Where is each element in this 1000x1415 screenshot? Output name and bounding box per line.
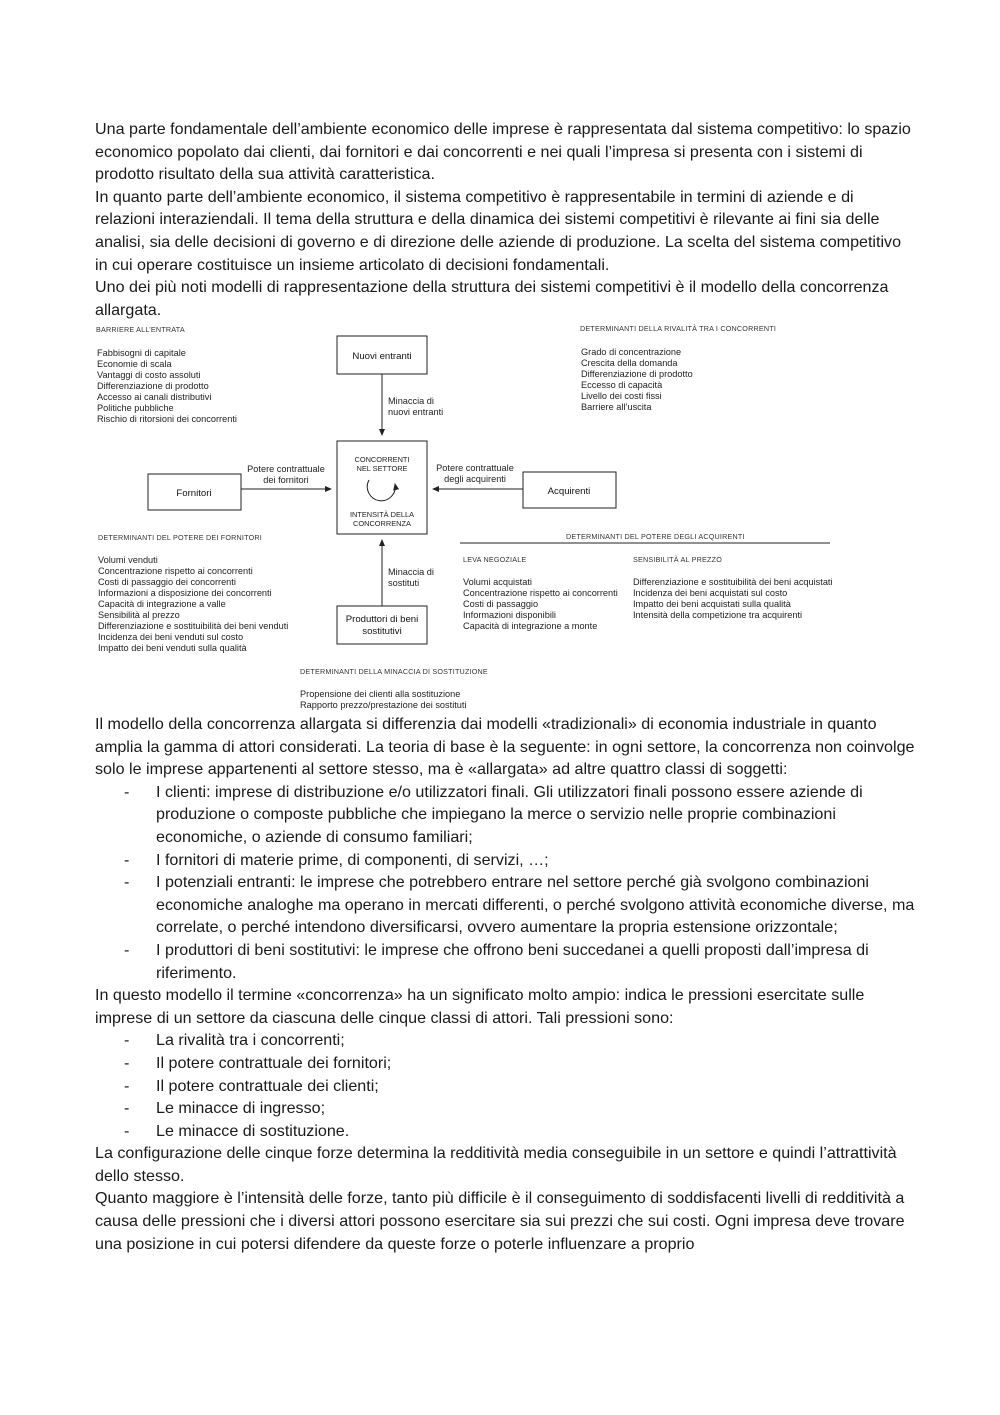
substitutes-box	[337, 606, 427, 644]
list-item	[95, 849, 915, 872]
rivalry-item: Barriere all’uscita	[581, 402, 652, 412]
barriers-item: Rischio di ritorsioni dei concorrenti	[97, 414, 237, 424]
list-dash: -	[124, 1121, 130, 1140]
paragraph: In questo modello il termine «concorrenza» ha un significato molto ampio: indica le pressioni esercitate sulle imprese di un settore da ciascuna delle cinque classi di attori. Tali pressioni sono:	[95, 986, 865, 1027]
rivalry-item: Crescita della domanda	[581, 358, 678, 368]
list-dash: -	[124, 940, 130, 959]
list-item-text: La rivalità tra i concorrenti;	[156, 1031, 345, 1050]
paragraph: Una parte fondamentale dell’ambiente economico delle imprese è rappresentata dal sistema competitivo: lo spazio economico popolato dai clienti, dai fornitori e dai concorrenti e nei quali l’impresa si presenta con i sistemi di prodotto risultato della sua attività caratteristica.	[95, 120, 911, 184]
paragraph: La configurazione delle cinque forze determina la redditività media conseguibile in un settore e quindi l’attrattività dello stesso.	[95, 1144, 897, 1185]
list-item	[95, 871, 915, 939]
rivalry-item: Eccesso di capacità	[581, 380, 663, 390]
leverage-item: Capacità di integrazione a monte	[463, 621, 598, 631]
intensity-label: INTENSITÀ DELLA	[349, 510, 415, 519]
barriers-heading: BARRIERE ALL’ENTRATA	[96, 325, 185, 334]
actor-classes-list	[95, 781, 915, 984]
substitutes-label: sostitutivi	[362, 626, 402, 637]
list-item-text: I produttori di beni sostitutivi: le imprese che offrono beni succedanei a quelli proposti dall’impresa di riferimento.	[156, 940, 869, 982]
list-item	[95, 1075, 915, 1098]
list-dash: -	[124, 873, 130, 892]
supplier-power-item: Differenziazione e sostituibilità dei beni venduti	[98, 621, 289, 631]
leverage-item: Concentrazione rispetto ai concorrenti	[463, 588, 618, 598]
list-item-text: I potenziali entranti: le imprese che potrebbero entrare nel settore perché già svolgono combinazioni economiche analoghe ma operano in mercati differenti, o perché svolgono attività economiche diverse, ma correlate, o perché intendono diversificarsi, ovvero aumentare la propria estensione orizzontale;	[156, 873, 915, 937]
supplier-power-item: Capacità di integrazione a valle	[98, 599, 226, 609]
list-item-text: I fornitori di materie prime, di componenti, di servizi, …;	[156, 850, 549, 869]
new-entrants-label: Nuovi entranti	[352, 351, 412, 362]
buyer-power-label: Potere contrattuale	[436, 463, 514, 473]
list-item	[95, 939, 915, 984]
competitors-label: CONCORRENTI	[354, 455, 410, 464]
list-item-text: Le minacce di sostituzione.	[156, 1121, 350, 1140]
list-item-text: Il potere contrattuale dei fornitori;	[156, 1053, 392, 1072]
list-item	[95, 781, 915, 849]
paragraph: Uno dei più noti modelli di rappresentazione della struttura dei sistemi competitivi è il modello della concorrenza allargata.	[95, 278, 889, 319]
list-item	[95, 1120, 915, 1143]
supplier-power-heading: DETERMINANTI DEL POTERE DEI FORNITORI	[98, 533, 262, 542]
list-dash: -	[124, 1053, 130, 1072]
barriers-item: Fabbisogni di capitale	[97, 348, 186, 358]
substitution-heading: DETERMINANTI DELLA MINACCIA DI SOSTITUZIONE	[300, 667, 488, 676]
substitution-item: Propensione dei clienti alla sostituzione	[300, 689, 461, 699]
supplier-power-item: Sensibilità al prezzo	[98, 610, 180, 620]
list-item	[95, 1029, 915, 1052]
list-dash: -	[124, 1031, 130, 1050]
list-item-text: I clienti: imprese di distribuzione e/o utilizzatori finali. Gli utilizzatori finali possono essere aziende di produzione o composte pubbliche che impiegano la merce o servizio nelle proprie combinazioni economiche, o aziende di consumo familiari;	[156, 782, 863, 846]
leverage-item: Costi di passaggio	[463, 599, 539, 609]
supplier-power-label: Potere contrattuale	[247, 464, 325, 474]
paragraph: Il modello della concorrenza allargata si differenzia dai modelli «tradizionali» di economia industriale in quanto amplia la gamma di attori considerati. La teoria di base è la seguente: in ogni settore, la concorrenza non coinvolge solo le imprese appartenenti al settore stesso, ma è «allargata» ad altre quattro classi di soggetti:	[95, 715, 915, 779]
body-section	[95, 713, 915, 1255]
diagram-canvas	[90, 322, 840, 712]
leverage-heading: LEVA NEGOZIALE	[463, 555, 527, 564]
substitution-threat-label: sostituti	[388, 578, 420, 588]
supplier-power-item: Volumi venduti	[98, 555, 158, 565]
barriers-item: Differenziazione di prodotto	[97, 381, 209, 391]
substitution-threat-label: Minaccia di	[388, 567, 434, 577]
list-item	[95, 1052, 915, 1075]
list-dash: -	[124, 782, 130, 801]
barriers-item: Vantaggi di costo assoluti	[97, 370, 201, 380]
suppliers-label: Fornitori	[176, 488, 212, 499]
supplier-power-item: Impatto dei beni venduti sulla qualità	[98, 643, 247, 653]
intensity-label: CONCORRENZA	[353, 519, 411, 528]
supplier-power-item: Informazioni a disposizione dei concorrenti	[98, 588, 272, 598]
rivalry-heading: DETERMINANTI DELLA RIVALITÀ TRA I CONCORRENTI	[580, 324, 777, 333]
list-dash: -	[124, 1076, 130, 1095]
list-dash: -	[124, 850, 130, 869]
paragraph: Quanto maggiore è l’intensità delle forze, tanto più difficile è il conseguimento di soddisfacenti livelli di redditività a causa delle pressioni che i diversi attori possono esercitare sia sui prezzi che sui costi. Ogni impresa deve trovare una posizione in cui potersi difendere da queste forze o poterle influenzare a proprio	[95, 1189, 905, 1253]
rivalry-item: Livello dei costi fissi	[581, 391, 662, 401]
five-forces-diagram	[90, 322, 840, 712]
entry-threat-label: nuovi entranti	[388, 407, 444, 417]
price-sensitivity-item: Intensità della competizione tra acquirenti	[633, 610, 803, 620]
rivalry-item: Differenziazione di prodotto	[581, 369, 693, 379]
barriers-item: Politiche pubbliche	[97, 403, 174, 413]
competitors-label: NEL SETTORE	[356, 464, 408, 473]
leverage-item: Volumi acquistati	[463, 577, 532, 587]
supplier-power-item: Concentrazione rispetto ai concorrenti	[98, 566, 253, 576]
buyer-power-label: degli acquirenti	[444, 474, 506, 484]
substitution-item: Rapporto prezzo/prestazione dei sostituti	[300, 700, 467, 710]
price-sensitivity-heading: SENSIBILITÀ AL PREZZO	[633, 555, 723, 564]
entry-threat-label: Minaccia di	[388, 396, 434, 406]
list-item	[95, 1097, 915, 1120]
buyers-label: Acquirenti	[547, 486, 591, 497]
barriers-item: Accesso ai canali distributivi	[97, 392, 212, 402]
price-sensitivity-item: Differenziazione e sostituibilità dei beni acquistati	[633, 577, 833, 587]
list-item-text: Le minacce di ingresso;	[156, 1099, 326, 1118]
intro-section	[95, 118, 915, 321]
rivalry-item: Grado di concentrazione	[581, 347, 682, 357]
paragraph: In quanto parte dell’ambiente economico, il sistema competitivo è rappresentabile in termini di aziende e di relazioni interaziendali. Il tema della struttura e della dinamica dei sistemi competitivi è rilevante ai fini sia delle analisi, sia delle decisioni di governo e di direzione delle aziende di produzione. La scelta del sistema competitivo in cui operare costituisce un insieme articolato di decisioni fondamentali.	[95, 187, 902, 274]
supplier-power-label: dei fornitori	[263, 475, 309, 485]
leverage-item: Informazioni disponibili	[463, 610, 556, 620]
substitutes-label: Produttori di beni	[345, 614, 419, 625]
price-sensitivity-item: Impatto dei beni acquistati sulla qualità	[633, 599, 791, 609]
list-dash: -	[124, 1099, 130, 1118]
supplier-power-item: Incidenza dei beni venduti sul costo	[98, 632, 244, 642]
pressures-list	[95, 1029, 915, 1142]
buyer-power-heading: DETERMINANTI DEL POTERE DEGLI ACQUIRENTI	[566, 532, 745, 541]
barriers-item: Economie di scala	[97, 359, 172, 369]
price-sensitivity-item: Incidenza dei beni acquistati sul costo	[633, 588, 788, 598]
list-item-text: Il potere contrattuale dei clienti;	[156, 1076, 379, 1095]
supplier-power-item: Costi di passaggio dei concorrenti	[98, 577, 236, 587]
